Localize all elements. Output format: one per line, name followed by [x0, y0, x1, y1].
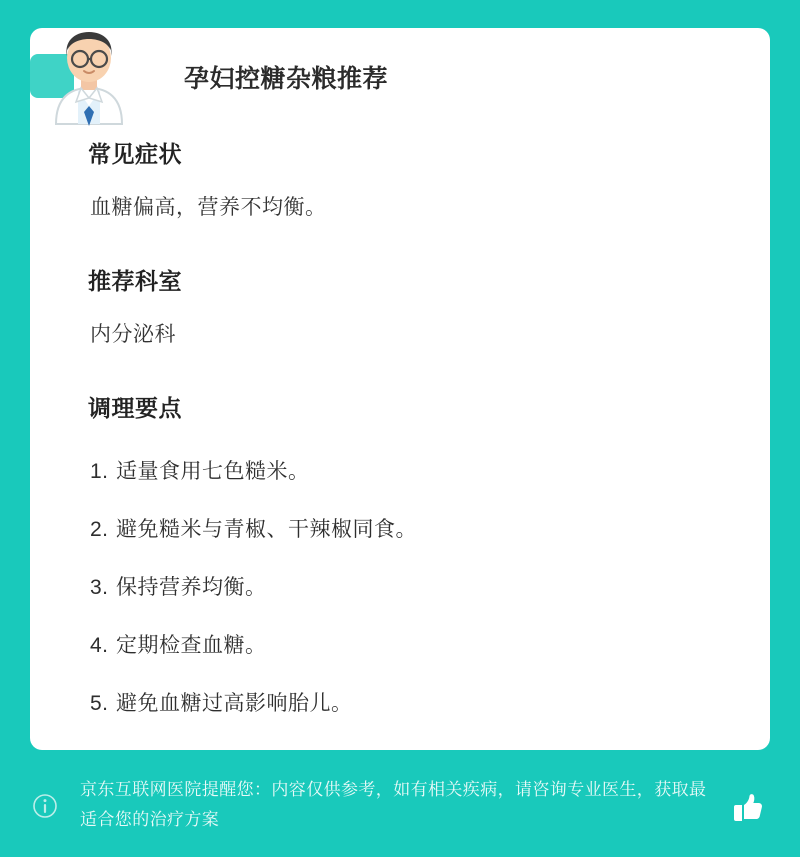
footer-disclaimer: [30, 775, 770, 835]
list-item-text: 适量食用七色糙米。: [116, 460, 310, 483]
list-item-number: 1.: [90, 460, 109, 483]
thumbs-up-icon[interactable]: [726, 787, 766, 827]
list-item-text: 定期检查血糖。: [116, 634, 267, 657]
info-icon: [32, 793, 58, 819]
list-item-number: 4.: [90, 634, 109, 657]
list-item-text: 保持营养均衡。: [116, 576, 267, 599]
list-item-text: 避免糙米与青椒、干辣椒同食。: [116, 518, 417, 541]
section-heading-tips: 调理要点: [88, 395, 182, 421]
list-item-number: 5.: [90, 692, 109, 715]
list-item-number: 3.: [90, 576, 109, 599]
list-item: [90, 441, 736, 499]
section-heading-symptoms: 常见症状: [88, 141, 182, 167]
section-text-symptoms: 血糖偏高，营养不均衡。: [90, 196, 327, 219]
list-item-number: 2.: [90, 518, 109, 541]
list-item: [90, 499, 736, 557]
list-item: [90, 673, 736, 731]
tips-list: [64, 441, 736, 731]
list-item: [90, 557, 736, 615]
footer-text: 京东互联网医院提醒您：内容仅供参考，如有相关疾病，请咨询专业医生，获取最适合您的治疗方案: [80, 780, 707, 829]
list-item-text: 避免血糖过高影响胎儿。: [116, 692, 353, 715]
section-heading-department: 推荐科室: [88, 268, 182, 294]
content-card: [30, 28, 770, 750]
list-item: [90, 615, 736, 673]
section-text-department: 内分泌科: [90, 323, 176, 346]
page-title: 孕妇控糖杂粮推荐: [184, 65, 389, 93]
